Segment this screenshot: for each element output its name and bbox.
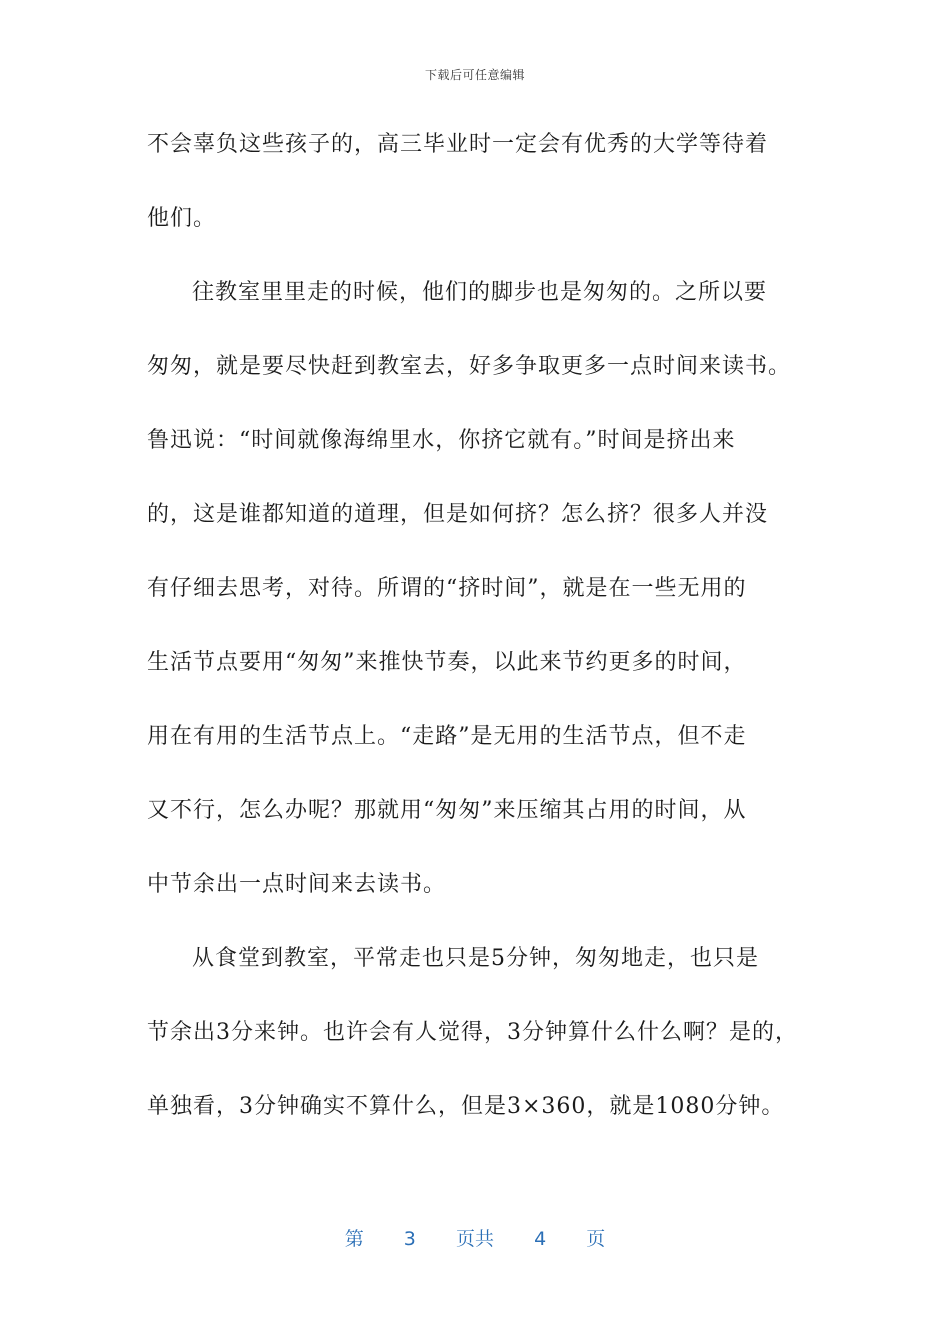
page-total: 4	[534, 1228, 547, 1250]
text-line: 用在有用的生活节点上。“走路”是无用的生活节点，但不走	[147, 724, 747, 749]
text-line: 节余出3分来钟。也许会有人觉得，3分钟算什么什么啊？是的，	[147, 1020, 798, 1045]
text-line: 单独看，3分钟确实不算什么，但是3×360，就是1080分钟。	[147, 1094, 785, 1119]
text-line: 他们。	[147, 206, 217, 231]
text-line: 鲁迅说：“时间就像海绵里水，你挤它就有。”时间是挤出来	[147, 428, 736, 453]
page-suffix: 页	[586, 1228, 606, 1250]
text-line: 的，这是谁都知道的道理，但是如何挤？怎么挤？很多人并没	[147, 502, 769, 527]
page-middle: 页共	[455, 1228, 494, 1250]
page-prefix: 第	[344, 1228, 364, 1250]
text-line: 有仔细去思考，对待。所谓的“挤时间”，就是在一些无用的	[147, 576, 747, 601]
text-line: 又不行，怎么办呢？那就用“匆匆”来压缩其占用的时间，从	[147, 798, 747, 823]
paragraph-start-line: 从食堂到教室，平常走也只是5分钟，匆匆地走，也只是	[192, 946, 759, 971]
paragraph-start-line: 往教室里里走的时候，他们的脚步也是匆匆的。之所以要	[192, 280, 768, 305]
text-line: 匆匆，就是要尽快赶到教室去，好多争取更多一点时间来读书。	[147, 354, 792, 379]
text-line: 生活节点要用“匆匆”来推快节奏，以此来节约更多的时间，	[147, 650, 747, 675]
page-current: 3	[403, 1228, 416, 1250]
text-line: 不会辜负这些孩子的，高三毕业时一定会有优秀的大学等待着	[147, 132, 769, 157]
document-body	[147, 108, 837, 1144]
text-line: 中节余出一点时间来去读书。	[147, 872, 447, 897]
header-note: 下载后可任意编辑	[424, 68, 525, 82]
page-number-footer	[0, 1224, 950, 1251]
